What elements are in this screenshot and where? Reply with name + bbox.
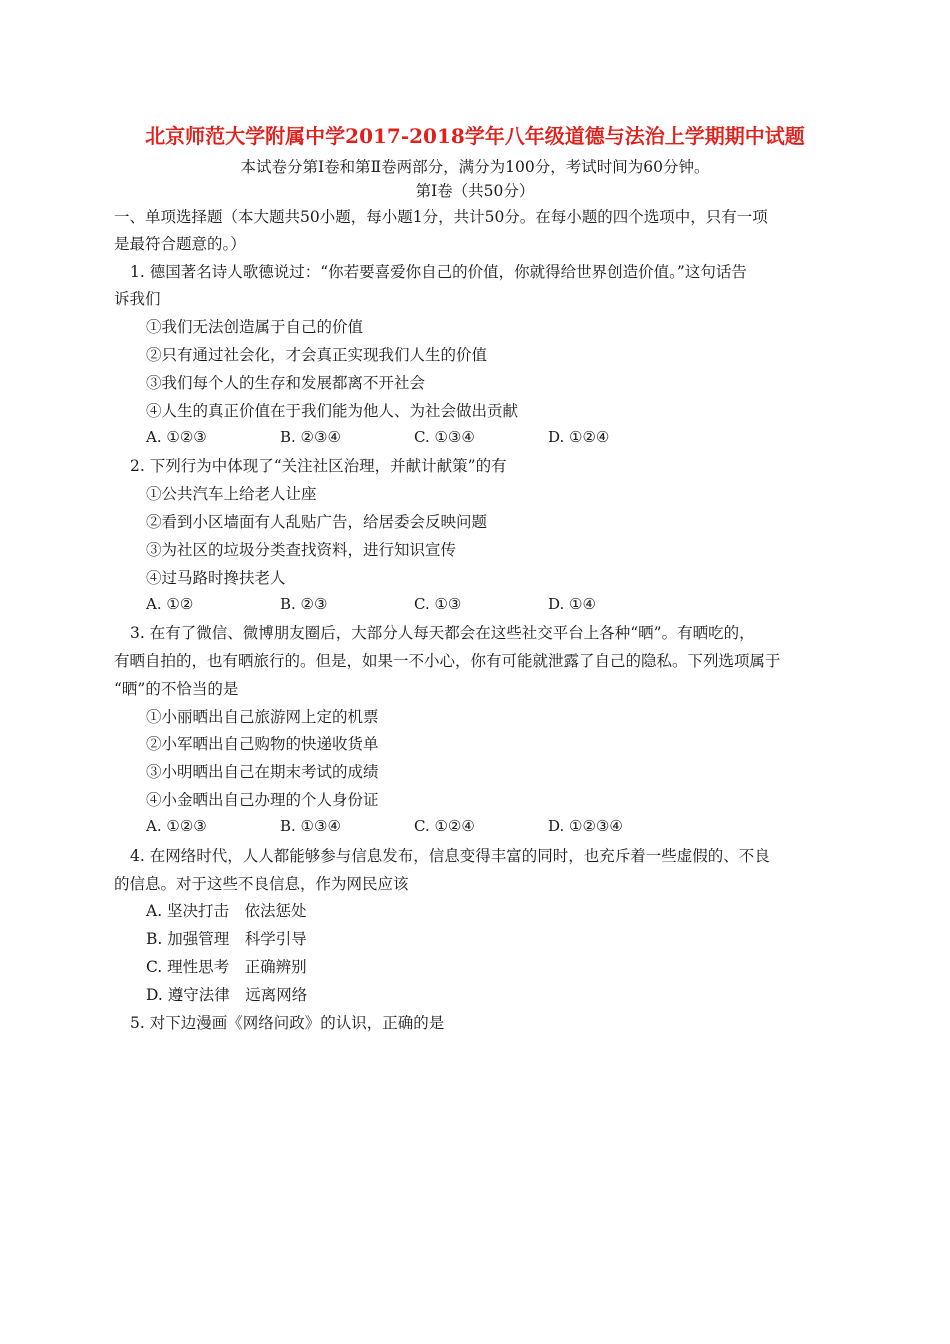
question-2-item: ②看到小区墙面有人乱贴广告，给居委会反映问题 bbox=[146, 513, 488, 531]
option-d: D. ①②④ bbox=[548, 428, 610, 446]
question-1-options bbox=[146, 428, 609, 446]
question-4-option-d: D. 遵守法律 远离网络 bbox=[146, 986, 308, 1004]
part-one-heading: 第Ⅰ卷（共50分） bbox=[415, 182, 535, 200]
option-c: C. ①③ bbox=[414, 595, 462, 613]
option-d: D. ①②③④ bbox=[548, 817, 623, 835]
section-instruction-line1: 一、单项选择题（本大题共50小题，每小题1分，共计50分。在每小题的四个选项中，只有一项 bbox=[114, 208, 768, 226]
question-3-stem-line2: 有晒自拍的，也有晒旅行的。但是，如果一不小心，你有可能就泄露了自己的隐私。下列选项属于 bbox=[114, 652, 781, 670]
option-d: D. ①④ bbox=[548, 595, 596, 613]
question-2-options bbox=[146, 595, 596, 613]
question-3-item: ④小金晒出自己办理的个人身份证 bbox=[146, 791, 379, 809]
question-3-options bbox=[146, 817, 623, 835]
question-3-item: ②小军晒出自己购物的快递收货单 bbox=[146, 735, 379, 753]
option-a: A. ①②③ bbox=[146, 428, 207, 446]
question-3-stem-line1: 3. 在有了微信、微博朋友圈后，大部分人每天都会在这些社交平台上各种“晒”。有晒吃的， bbox=[130, 624, 755, 642]
exam-intro: 本试卷分第Ⅰ卷和第Ⅱ卷两部分，满分为100分，考试时间为60分钟。 bbox=[240, 158, 710, 176]
exam-title: 北京师范大学附属中学2017-2018学年八年级道德与法治上学期期中试题 bbox=[145, 124, 805, 148]
option-c: C. ①③④ bbox=[414, 428, 475, 446]
question-5-stem: 5. 对下边漫画《网络问政》的认识，正确的是 bbox=[130, 1014, 445, 1032]
question-1-stem-line2: 诉我们 bbox=[114, 290, 161, 308]
section-instruction-line2: 是最符合题意的。） bbox=[114, 235, 246, 253]
question-1-item: ③我们每个人的生存和发展都离不开社会 bbox=[146, 374, 426, 392]
question-2-item: ①公共汽车上给老人让座 bbox=[146, 485, 317, 503]
question-1-item: ④人生的真正价值在于我们能为他人、为社会做出贡献 bbox=[146, 402, 519, 420]
option-b: B. ①③④ bbox=[280, 817, 341, 835]
question-2-item: ③为社区的垃圾分类查找资料，进行知识宣传 bbox=[146, 541, 457, 559]
option-a: A. ①② bbox=[146, 595, 194, 613]
question-4-option-c: C. 理性思考 正确辨别 bbox=[146, 958, 307, 976]
question-4-stem-line2: 的信息。对于这些不良信息，作为网民应该 bbox=[114, 875, 409, 893]
question-3-item: ①小丽晒出自己旅游网上定的机票 bbox=[146, 708, 379, 726]
option-b: B. ②③④ bbox=[280, 428, 341, 446]
question-2-stem: 2. 下列行为中体现了“关注社区治理，并献计献策”的有 bbox=[130, 457, 507, 475]
option-a: A. ①②③ bbox=[146, 817, 207, 835]
question-1-item: ②只有通过社会化，才会真正实现我们人生的价值 bbox=[146, 346, 488, 364]
option-c: C. ①②④ bbox=[414, 817, 475, 835]
option-b: B. ②③ bbox=[280, 595, 328, 613]
question-3-stem-line3: “晒”的不恰当的是 bbox=[114, 680, 239, 698]
question-4-option-a: A. 坚决打击 依法惩处 bbox=[146, 902, 307, 920]
question-4-option-b: B. 加强管理 科学引导 bbox=[146, 930, 307, 948]
question-2-item: ④过马路时搀扶老人 bbox=[146, 569, 286, 587]
question-1-item: ①我们无法创造属于自己的价值 bbox=[146, 318, 364, 336]
question-1-stem-line1: 1. 德国著名诗人歌德说过：“你若要喜爱你自己的价值，你就得给世界创造价值。”这句话告 bbox=[130, 263, 747, 281]
question-4-stem-line1: 4. 在网络时代，人人都能够参与信息发布，信息变得丰富的同时，也充斥着一些虚假的、不良 bbox=[130, 847, 770, 865]
question-3-item: ③小明晒出自己在期末考试的成绩 bbox=[146, 763, 379, 781]
